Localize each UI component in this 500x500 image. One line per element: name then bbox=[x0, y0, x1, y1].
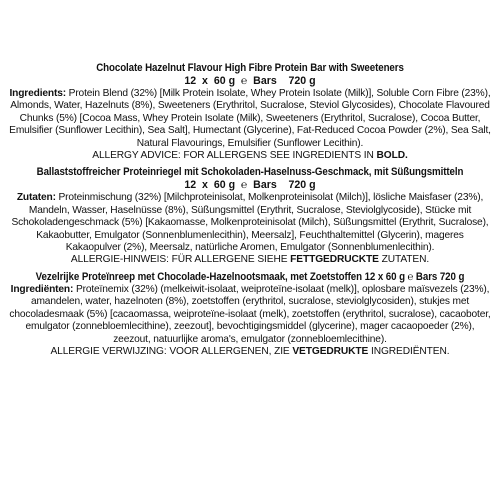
ingredients-de bbox=[8, 192, 492, 254]
ingredients-label-en: Ingredients: bbox=[9, 88, 66, 99]
weight-line-en: 12 x 60 g ℮ Bars 720 g bbox=[184, 75, 316, 87]
ingredients-nl bbox=[8, 284, 492, 346]
allergy-strong-en: BOLD. bbox=[376, 150, 408, 162]
section-english bbox=[8, 62, 492, 162]
weight-line-de: 12 x 60 g ℮ Bars 720 g bbox=[184, 179, 316, 192]
ingredients-text-en: Protein Blend (32%) [Milk Protein Isolate, Whey Protein Isolate (Milk)], Soluble Corn Fibre (23%), Almonds, Water, Hazelnuts (8%), Sweeteners (Erythritol, Sucralose, Steviol Glycosides), Chocolate Flavoured Chunks (5%) [Cocoa Mass, Whey Protein Isolate (Milk), Sweeteners (Erythritol, Sucralose), Cocoa Butter, Emulsifier (Sunflower Lecithin), Sea Salt], Humectant (Glycerine), Fat-Reduced Cocoa Powder (2%), Sea Salt, Natural Flavourings, Emulsifier (Sunflower Lecithin). bbox=[9, 88, 491, 149]
allergy-advice-en bbox=[8, 150, 492, 162]
ingredients-text-nl: Proteïnemix (32%) (melkeiwit-isolaat, weiproteïne-isolaat (melk)], oplosbare maïsvezels (23%), amandelen, water, hazelnoten (8%), zoetstoffen (erythritol, sucralose, steviolglycosiden), stukjes met chocoladesmaak (5%) [cacaomassa, weiproteïne-isolaat (melk), zoetstoffen (erythritol, sucralose), cacaoboter, emulgator (zonnebloemlecithine), zeezout], bevochtigingsmiddel (glycerine), mager cacaopoeder (2%), zeezout, natuurlijke aroma's, emulgator (zonnebloemlecithine). bbox=[9, 283, 491, 345]
ingredients-label-nl: Ingrediënten: bbox=[10, 283, 74, 295]
allergy-strong-nl: VETGEDRUKTE bbox=[292, 345, 369, 357]
allergy-text-nl: ALLERGIE VERWIJZING: VOOR ALLERGENEN, ZIE bbox=[50, 345, 293, 357]
section-dutch bbox=[8, 271, 492, 358]
allergy-tail-nl: INGREDIËNTEN. bbox=[368, 345, 450, 357]
section-german bbox=[8, 166, 492, 266]
ingredients-text-de: Proteinmischung (32%) [Milchproteinisolat, Molkenproteinisolat (Milch)], lösliche Maisfaser (23%), Mandeln, Wasser, Haselnüsse (8%), Süßungsmittel (Erythrit, Sucralose, Steviolglycoside), Stücke mit Schokoladengeschmack (5%) [Kakaomasse, Molkenproteinisolat (Milch), Süßungsmittel (Erythrit, Sucralose), Kakaobutter, Emulgator (Sonnenblumenlecithin), Meersalz], Feuchthaltemittel (Glycerin), mageres Kakaopulver (2%), Meersalz, natürliche Aromen, Emulgator (Sonnenblumenlecithin). bbox=[11, 192, 489, 254]
allergy-tail-de: ZUTATEN. bbox=[378, 254, 430, 266]
allergy-strong-de: FETTGEDRUCKTE bbox=[290, 254, 379, 266]
product-title-de: Ballaststoffreicher Proteinriegel mit Schokoladen-Haselnuss-Geschmack, mit Süßungsmitteln bbox=[36, 166, 464, 179]
product-title-nl: Vezelrijke Proteïnreep met Chocolade-Hazelnootsmaak, met Zoetstoffen 12 x 60 g ℮ Bars 720 g bbox=[35, 270, 465, 283]
allergy-advice-nl bbox=[8, 346, 492, 358]
allergy-advice-de bbox=[8, 254, 492, 266]
allergy-text-de: ALLERGIE-HINWEIS: FÜR ALLERGENE SIEHE bbox=[70, 254, 291, 266]
allergy-text-en: ALLERGY ADVICE: FOR ALLERGENS SEE INGREDIENTS IN bbox=[92, 150, 377, 162]
ingredients-en bbox=[8, 88, 492, 150]
ingredients-label-de: Zutaten: bbox=[16, 192, 56, 204]
product-title-en: Chocolate Hazelnut Flavour High Fibre Protein Bar with Sweeteners bbox=[96, 62, 404, 74]
